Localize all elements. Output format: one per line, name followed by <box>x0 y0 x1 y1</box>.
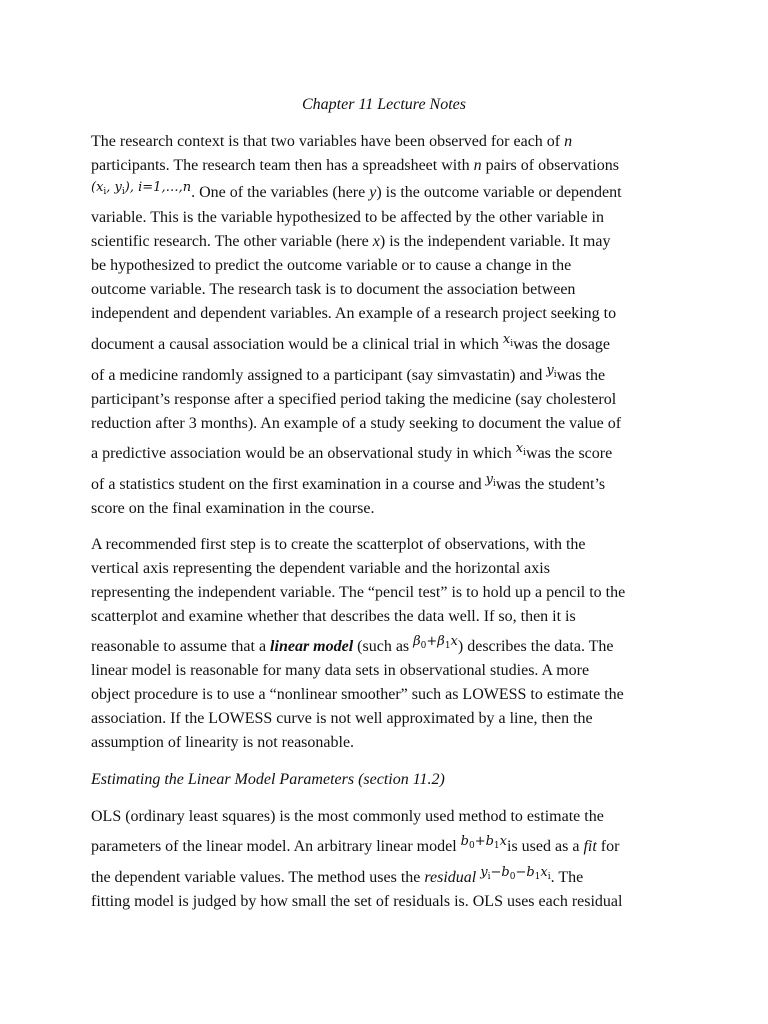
text-run: parameters of the linear model. An arbitrary linear model <box>91 838 461 855</box>
text-run: for <box>596 838 620 855</box>
text-run: . The <box>550 869 584 886</box>
text-line <box>91 132 572 152</box>
page-title: Chapter 11 Lecture Notes <box>302 96 466 113</box>
italic-x: x <box>372 233 380 250</box>
observation-pairs-formula: (xi, yi), i=1,…,n <box>91 180 192 197</box>
text-run: ) is the independent variable. It may <box>379 233 611 250</box>
italic-residual: residual <box>424 869 477 886</box>
text-run: document a causal association would be a clinical trial in which <box>91 336 503 353</box>
text-line: association. If the LOWESS curve is not well approximated by a line, then the <box>91 710 593 727</box>
linear-model-formula: β0+β1x <box>413 634 458 651</box>
text-run: a predictive association would be an observational study in which <box>91 445 516 462</box>
text-line <box>91 180 622 208</box>
text-line <box>91 363 606 391</box>
text-line <box>91 634 614 662</box>
text-line: linear model is reasonable for many data sets in observational studies. A more <box>91 662 590 679</box>
text-line: independent and dependent variables. An example of a research project seeking to <box>91 305 617 322</box>
text-run: of a medicine randomly assigned to a participant (say simvastatin) and <box>91 367 547 384</box>
text-line: A recommended first step is to create the scatterplot of observations, with the <box>91 536 586 553</box>
math-yi: yi <box>485 472 496 489</box>
italic-fit: fit <box>583 838 597 855</box>
italic-n: n <box>564 133 573 150</box>
text-line <box>91 332 610 360</box>
math-xi: xi <box>515 441 527 458</box>
text-line: be hypothesized to predict the outcome variable or to cause a change in the <box>91 257 572 274</box>
text-run: is used as a <box>507 838 584 855</box>
text-run: the dependent variable values. The method uses the <box>91 869 425 886</box>
text-line: vertical axis representing the dependent variable and the horizontal axis <box>91 560 550 577</box>
text-run: was the score <box>526 445 613 462</box>
text-run: reasonable to assume that a <box>91 638 271 655</box>
residual-formula: yi−b0−b1xi <box>480 865 551 882</box>
text-run: scientific research. The other variable (here <box>91 233 373 250</box>
text-line: object procedure is to use a “nonlinear smoother” such as LOWESS to estimate the <box>91 686 624 703</box>
text-line <box>91 156 619 176</box>
text-line: scatterplot and examine whether that describes the data well. If so, then it is <box>91 608 576 625</box>
text-line: participant’s response after a specified period taking the medicine (say cholesterol <box>91 391 617 408</box>
text-line: reduction after 3 months). An example of a study seeking to document the value of <box>91 415 622 432</box>
text-line: variable. This is the variable hypothesized to be affected by the other variable in <box>91 209 604 226</box>
text-line <box>91 834 620 862</box>
section-heading: Estimating the Linear Model Parameters (section 11.2) <box>91 771 445 788</box>
text-line <box>91 865 584 893</box>
math-xi: xi <box>502 332 514 349</box>
text-line <box>91 232 610 252</box>
text-line: representing the independent variable. The “pencil test” is to hold up a pencil to the <box>91 584 626 601</box>
text-line <box>91 472 606 500</box>
text-run: . One of the variables (here <box>191 184 370 201</box>
text-line: OLS (ordinary least squares) is the most commonly used method to estimate the <box>91 808 604 825</box>
text-line: outcome variable. The research task is to document the association between <box>91 281 576 298</box>
text-run: (such as <box>353 638 414 655</box>
text-run: was the student’s <box>495 476 606 493</box>
text-line: fitting model is judged by how small the set of residuals is. OLS uses each residual <box>91 893 623 910</box>
text-run: participants. The research team then has a spreadsheet with <box>91 157 474 174</box>
fit-formula: b0+b1x <box>460 834 507 851</box>
text-run: pairs of observations <box>481 157 619 174</box>
math-yi: yi <box>546 363 557 380</box>
linear-model-term: linear model <box>270 638 354 655</box>
text-run: ) is the outcome variable or dependent <box>376 184 622 201</box>
text-run: ) describes the data. The <box>457 638 614 655</box>
text-run: The research context is that two variables have been observed for each of <box>91 133 565 150</box>
text-line <box>91 441 613 469</box>
italic-n: n <box>473 157 482 174</box>
text-run: of a statistics student on the first examination in a course and <box>91 476 486 493</box>
text-line: assumption of linearity is not reasonable. <box>91 734 355 751</box>
italic-y: y <box>369 184 377 201</box>
text-run: was the <box>556 367 606 384</box>
text-line: score on the final examination in the course. <box>91 500 375 517</box>
text-run: was the dosage <box>513 336 610 353</box>
